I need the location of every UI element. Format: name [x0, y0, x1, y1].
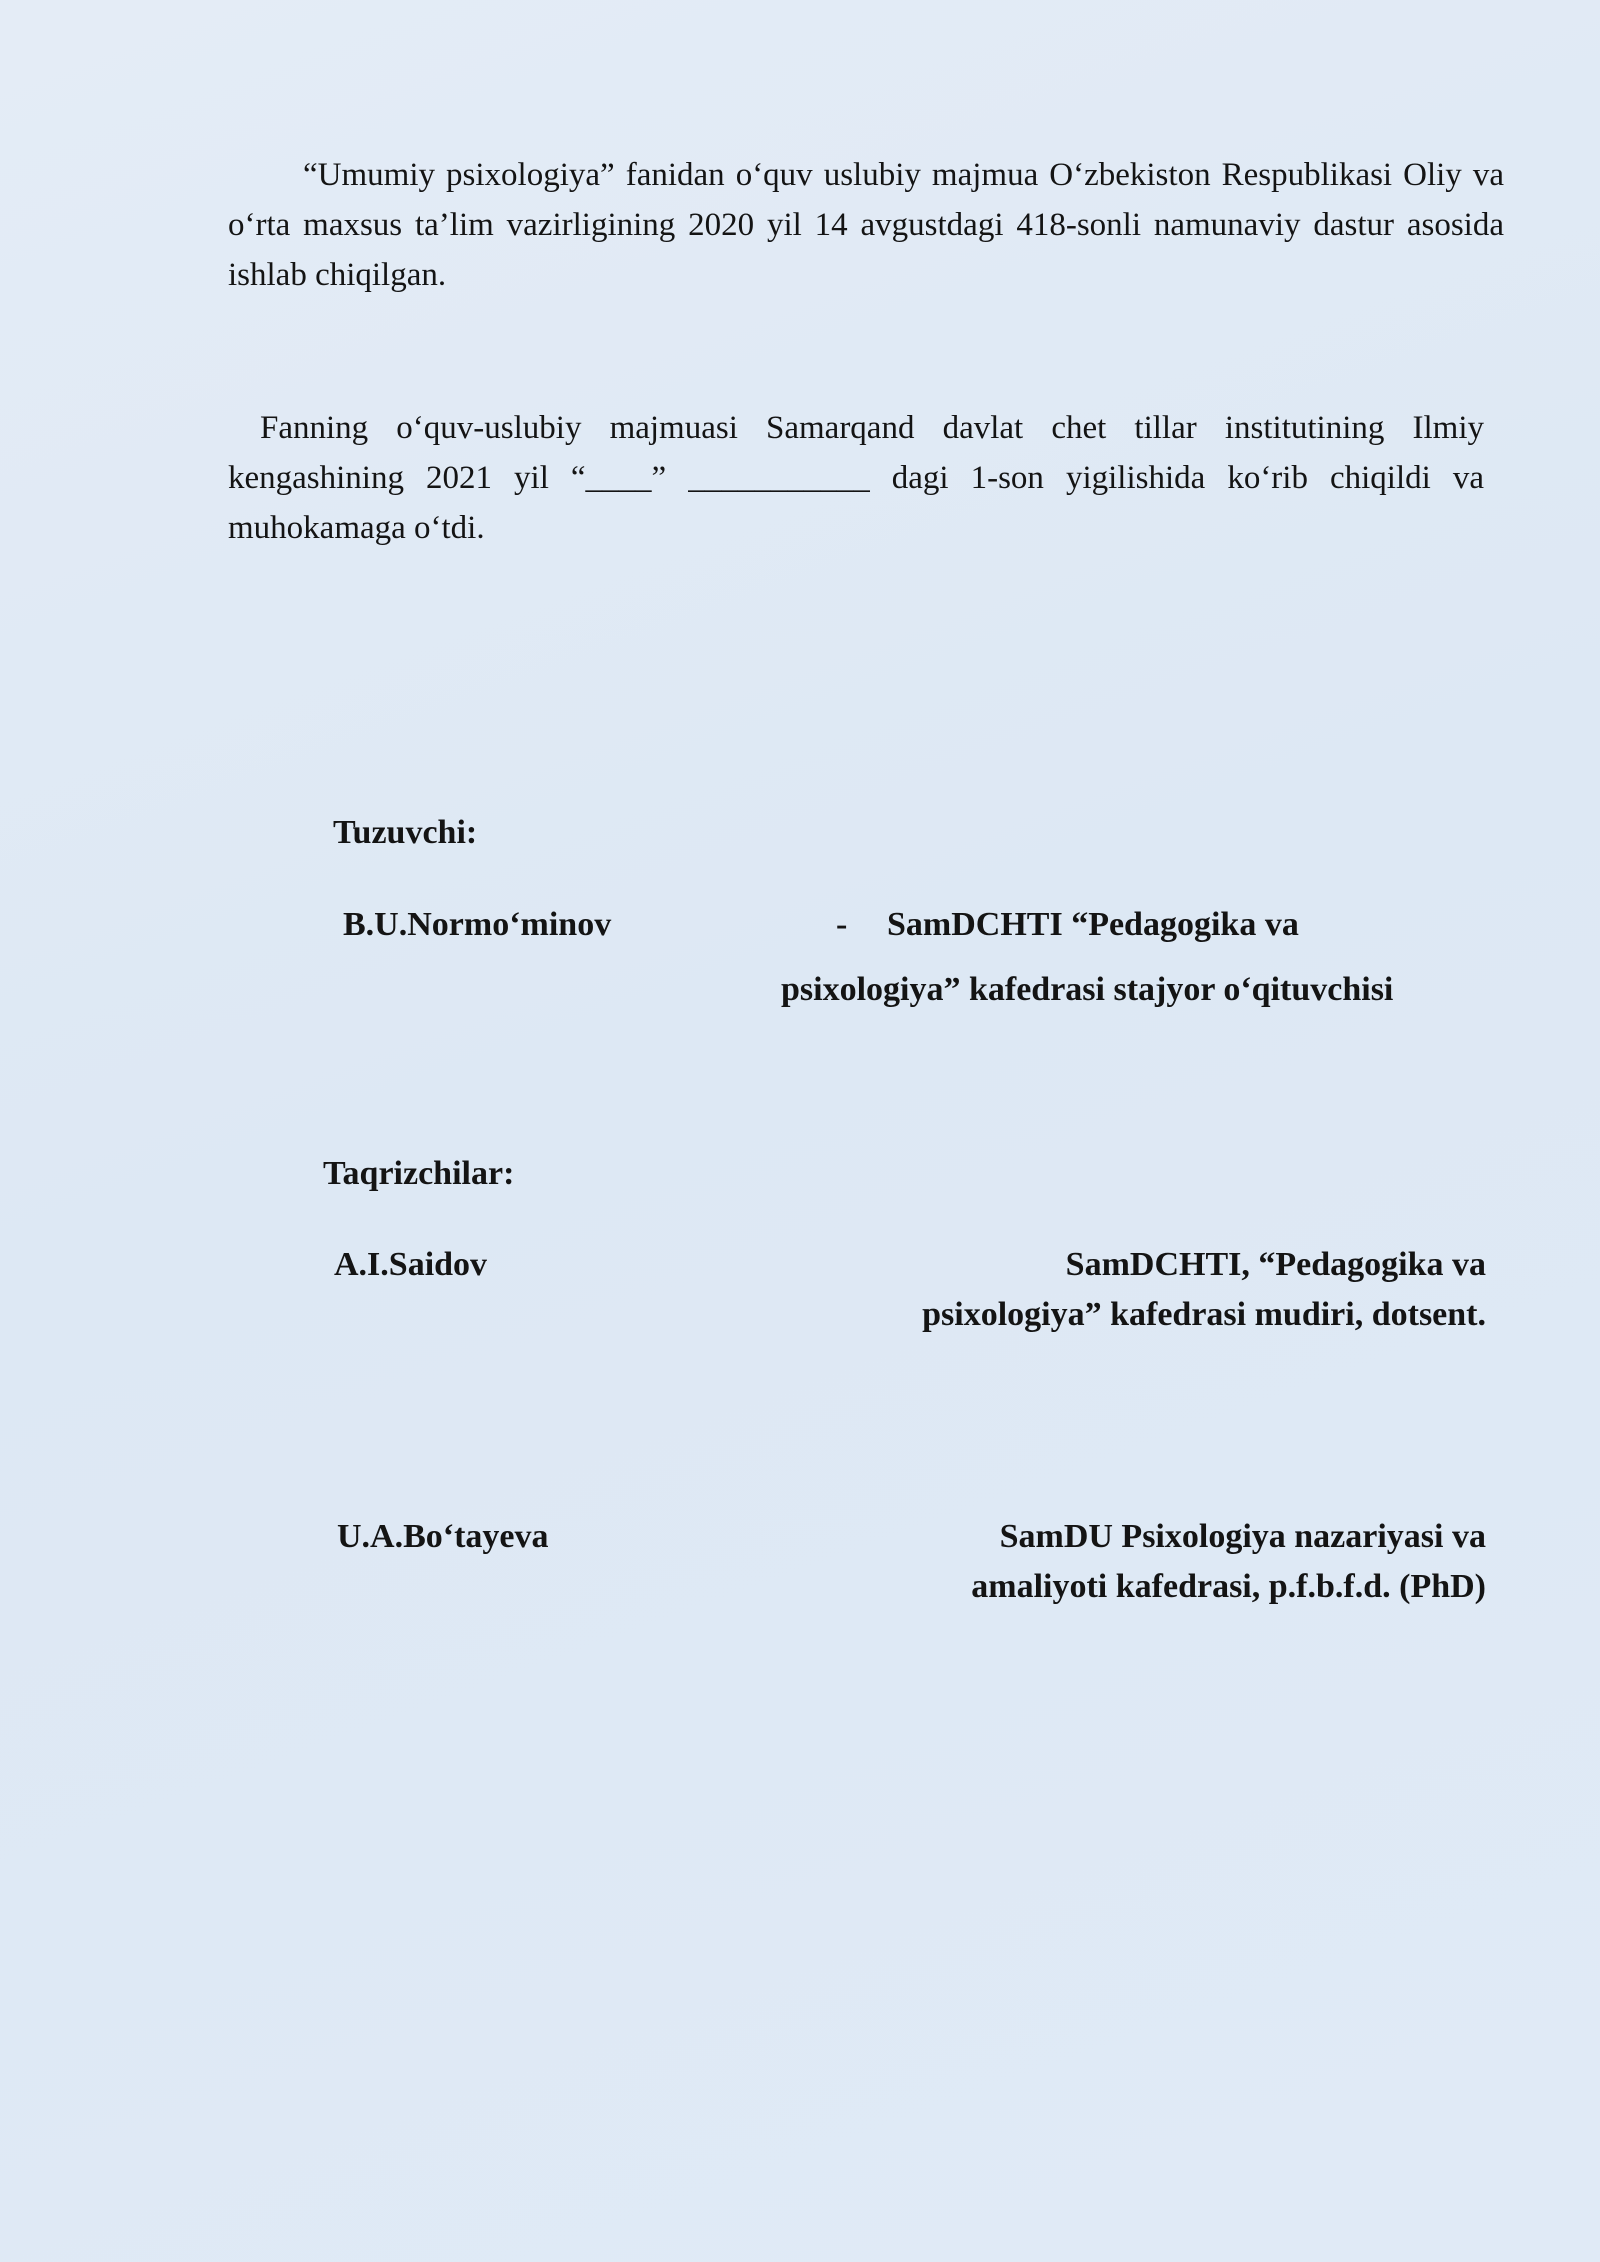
author-role-line2: psixologiya” kafedrasi stajyor o‘qituvchisi: [781, 971, 1394, 1008]
reviewer-role-line2: amaliyoti kafedrasi, p.f.b.f.d. (PhD): [971, 1568, 1486, 1605]
author-heading: Tuzuvchi:: [333, 814, 478, 851]
reviewer-role-line1: SamDCHTI, “Pedagogika va: [1065, 1246, 1486, 1283]
council-paragraph-text: Fanning o‘quv-uslubiy majmuasi Samarqand davlat chet tillar institutining Ilmiy kengashining 2021 yil “____” ___________ dagi 1-son yigilishida ko‘rib chiqildi va muhokamaga o‘tdi.: [228, 410, 1484, 546]
reviewers-heading: Taqrizchilar:: [323, 1155, 515, 1192]
author-role-line1: SamDCHTI “Pedagogika va: [887, 906, 1299, 943]
author-dash: -: [836, 906, 848, 943]
reviewer-name: A.I.Saidov: [334, 1246, 488, 1283]
reviewer-role-line2: psixologiya” kafedrasi mudiri, dotsent.: [922, 1296, 1486, 1333]
reviewer-role: [780, 1512, 1486, 1612]
reviewer-role-line1: SamDU Psixologiya nazariyasi va: [999, 1518, 1486, 1555]
intro-paragraph: [228, 150, 1504, 300]
reviewer-name: U.A.Bo‘tayeva: [337, 1518, 549, 1555]
reviewer-role: [780, 1240, 1486, 1340]
intro-paragraph-text: “Umumiy psixologiya” fanidan o‘quv uslubiy majmua O‘zbekiston Respublikasi Oliy va o‘rta maxsus ta’lim vazirligining 2020 yil 14 avgustdagi 418-sonli namunaviy dastur asosida ishlab chiqilgan.: [228, 157, 1504, 293]
council-paragraph: [228, 403, 1484, 553]
author-name: B.U.Normo‘minov: [343, 906, 612, 943]
